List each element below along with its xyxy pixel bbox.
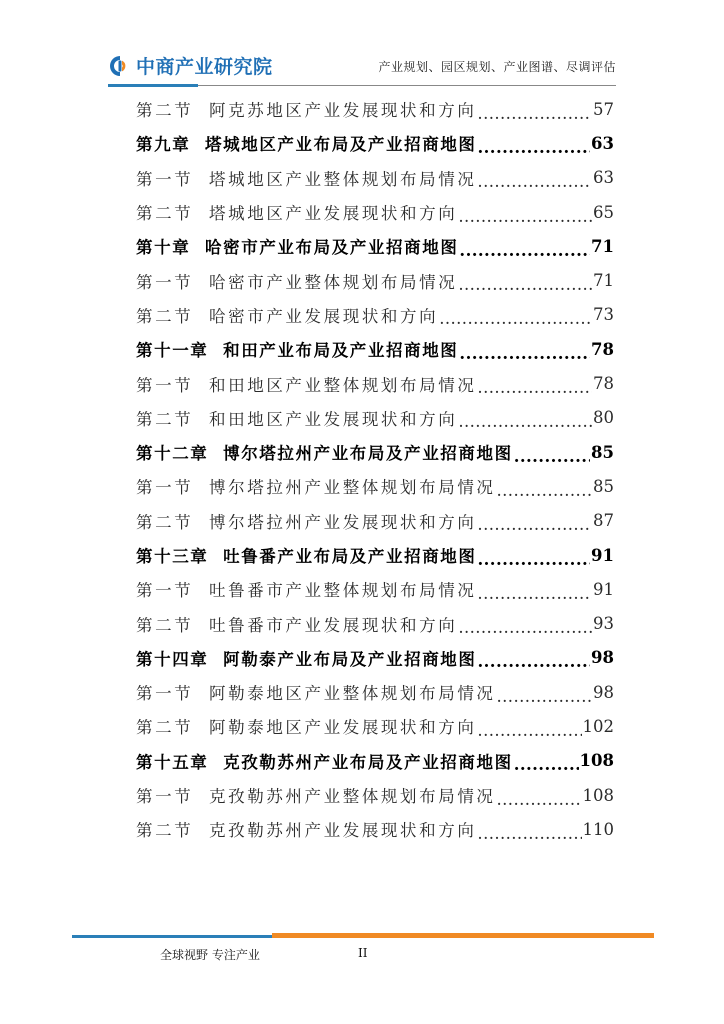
toc-entry-text: 阿勒泰产业布局及产业招商地图 [223,649,477,669]
toc-page-number: 78 [593,374,614,394]
toc-dot-leader [477,515,592,534]
toc-page-number: 85 [591,442,614,462]
toc-chapter-entry[interactable] [136,229,614,263]
toc-dot-leader [497,687,592,706]
toc-entry-title [136,509,476,533]
toc-entry-text: 克孜勒苏州产业发展现状和方向 [209,821,477,841]
toc-entry-title [136,200,457,224]
toc-entry-label: 第二节 [136,512,194,532]
toc-section-entry[interactable] [136,92,614,126]
toc-entry-title [136,166,476,190]
toc-chapter-entry[interactable] [136,435,614,469]
toc-entry-label: 第十三章 [136,547,209,566]
toc-page-number: 91 [593,579,614,599]
toc-entry-title [136,303,438,327]
toc-entry-label: 第一节 [136,169,194,189]
toc-page-number: 80 [593,408,614,428]
toc-page-number: 108 [582,785,614,805]
toc-dot-leader [458,207,592,226]
toc-entry-title [136,131,477,155]
toc-section-entry[interactable] [136,709,614,743]
toc-entry-text: 克孜勒苏州产业布局及产业招商地图 [223,752,513,772]
toc-entry-title [136,577,476,601]
toc-entry-text: 哈密市产业布局及产业招商地图 [205,238,459,258]
toc-entry-label: 第二节 [136,409,194,429]
toc-dot-leader [514,447,590,466]
toc-section-entry[interactable] [136,366,614,400]
toc-dot-leader [477,172,592,191]
toc-section-entry[interactable] [136,263,614,297]
toc-entry-label: 第二节 [136,306,194,326]
toc-section-entry[interactable] [136,195,614,229]
toc-section-entry[interactable] [136,401,614,435]
toc-entry-label: 第十四章 [136,649,209,669]
toc-section-entry[interactable] [136,572,614,606]
toc-entry-label: 第二节 [136,615,194,635]
toc-entry-title [136,234,458,258]
toc-entry-title [136,714,476,738]
toc-entry-label: 第十五章 [136,752,209,772]
toc-entry-label: 第二节 [136,821,194,841]
toc-chapter-entry[interactable] [136,332,614,366]
toc-entry-text: 克孜勒苏州产业整体规划布局情况 [209,787,496,807]
toc-page-number: 98 [593,682,614,702]
toc-entry-label: 第十章 [136,238,191,258]
toc-entry-label: 第一节 [136,478,194,498]
toc-entry-title [136,646,477,670]
toc-section-entry[interactable] [136,675,614,709]
toc-page-number: 71 [591,236,614,256]
toc-entry-title [136,269,457,293]
toc-entry-title [136,612,457,636]
toc-entry-title [136,543,477,567]
toc-entry-text: 哈密市产业整体规划布局情况 [209,272,458,292]
toc-page-number: 78 [591,339,614,359]
toc-dot-leader [459,344,590,363]
toc-dot-leader [478,138,591,157]
toc-entry-text: 博尔塔拉州产业整体规划布局情况 [209,478,496,498]
toc-entry-text: 和田地区产业发展现状和方向 [209,409,458,429]
toc-section-entry[interactable] [136,812,614,846]
toc-entry-title [136,749,513,773]
toc-entry-text: 塔城地区产业整体规划布局情况 [209,169,477,189]
toc-entry-text: 和田产业布局及产业招商地图 [223,341,459,361]
toc-section-entry[interactable] [136,161,614,195]
toc-page-number: 65 [593,202,614,222]
table-of-contents [136,92,614,847]
toc-page-number: 91 [591,545,614,565]
toc-dot-leader [458,275,592,294]
toc-entry-title [136,337,458,361]
toc-chapter-entry[interactable] [136,538,614,572]
toc-page-number: 110 [582,819,614,839]
toc-entry-title [136,97,476,121]
toc-entry-text: 塔城地区产业发展现状和方向 [209,204,458,224]
toc-entry-label: 第十一章 [136,341,209,361]
footer-rule-blue [72,935,272,938]
toc-dot-leader [477,584,592,603]
toc-dot-leader [477,104,592,123]
toc-page-number: 108 [579,751,614,771]
toc-page-number: 63 [591,133,614,153]
toc-entry-label: 第十二章 [136,444,209,464]
toc-page-number: 73 [593,305,614,325]
toc-entry-label: 第一节 [136,272,194,292]
toc-entry-title [136,783,496,807]
logo-text: 中商产业研究院 [136,56,273,78]
toc-dot-leader [497,481,592,500]
toc-entry-label: 第二节 [136,718,194,738]
toc-dot-leader [497,790,582,809]
toc-page-number: 71 [593,271,614,291]
toc-entry-label: 第二节 [136,101,194,121]
toc-chapter-entry[interactable] [136,744,614,778]
toc-section-entry[interactable] [136,778,614,812]
toc-page-number: 87 [593,511,614,531]
toc-dot-leader [477,721,581,740]
toc-entry-label: 第二节 [136,204,194,224]
toc-entry-text: 阿克苏地区产业发展现状和方向 [209,101,477,121]
logo-mark-icon [108,54,132,78]
toc-entry-label: 第一节 [136,684,194,704]
page-header [0,0,724,90]
toc-entry-text: 博尔塔拉州产业发展现状和方向 [209,512,477,532]
toc-section-entry[interactable] [136,469,614,503]
toc-entry-text: 和田地区产业整体规划布局情况 [209,375,477,395]
header-tagline: 产业规划、园区规划、产业图谱、尽调评估 [378,60,616,74]
toc-entry-text: 吐鲁番市产业发展现状和方向 [209,615,458,635]
toc-dot-leader [458,412,592,431]
toc-section-entry[interactable] [136,504,614,538]
toc-entry-label: 第一节 [136,375,194,395]
toc-entry-label: 第九章 [136,135,191,155]
footer-slogan: 全球视野 专注产业 [160,948,260,962]
header-rule [198,85,616,86]
header-rule-accent [108,84,198,87]
toc-entry-text: 阿勒泰地区产业发展现状和方向 [209,718,477,738]
toc-entry-text: 吐鲁番市产业整体规划布局情况 [209,581,477,601]
toc-entry-text: 吐鲁番产业布局及产业招商地图 [223,547,477,566]
toc-dot-leader [477,378,592,397]
company-logo [108,52,273,79]
toc-dot-leader [514,755,579,774]
footer-rule-orange [272,933,654,938]
toc-entry-label: 第一节 [136,787,194,807]
toc-page-number: 57 [593,99,614,119]
toc-dot-leader [477,824,581,843]
toc-chapter-entry[interactable] [136,126,614,160]
toc-entry-title [136,817,476,841]
toc-section-entry[interactable] [136,298,614,332]
toc-entry-title [136,474,496,498]
toc-page-number: 85 [593,476,614,496]
toc-page-number: 102 [582,716,614,736]
toc-section-entry[interactable] [136,606,614,640]
toc-dot-leader [439,309,592,328]
toc-dot-leader [478,550,591,569]
toc-entry-text: 塔城地区产业布局及产业招商地图 [205,135,477,155]
toc-dot-leader [459,241,590,260]
toc-entry-text: 阿勒泰地区产业整体规划布局情况 [209,684,496,704]
toc-dot-leader [478,652,591,671]
toc-page-number: 98 [591,648,614,668]
toc-entry-title [136,440,513,464]
toc-entry-title [136,680,496,704]
page-number: II [358,946,368,960]
toc-entry-text: 哈密市产业发展现状和方向 [209,306,439,326]
toc-entry-text: 博尔塔拉州产业布局及产业招商地图 [223,444,513,464]
toc-entry-title [136,406,457,430]
toc-entry-title [136,372,476,396]
toc-chapter-entry[interactable] [136,641,614,675]
toc-entry-label: 第一节 [136,581,194,601]
toc-dot-leader [458,618,592,637]
toc-page-number: 93 [593,614,614,634]
toc-page-number: 63 [593,168,614,188]
